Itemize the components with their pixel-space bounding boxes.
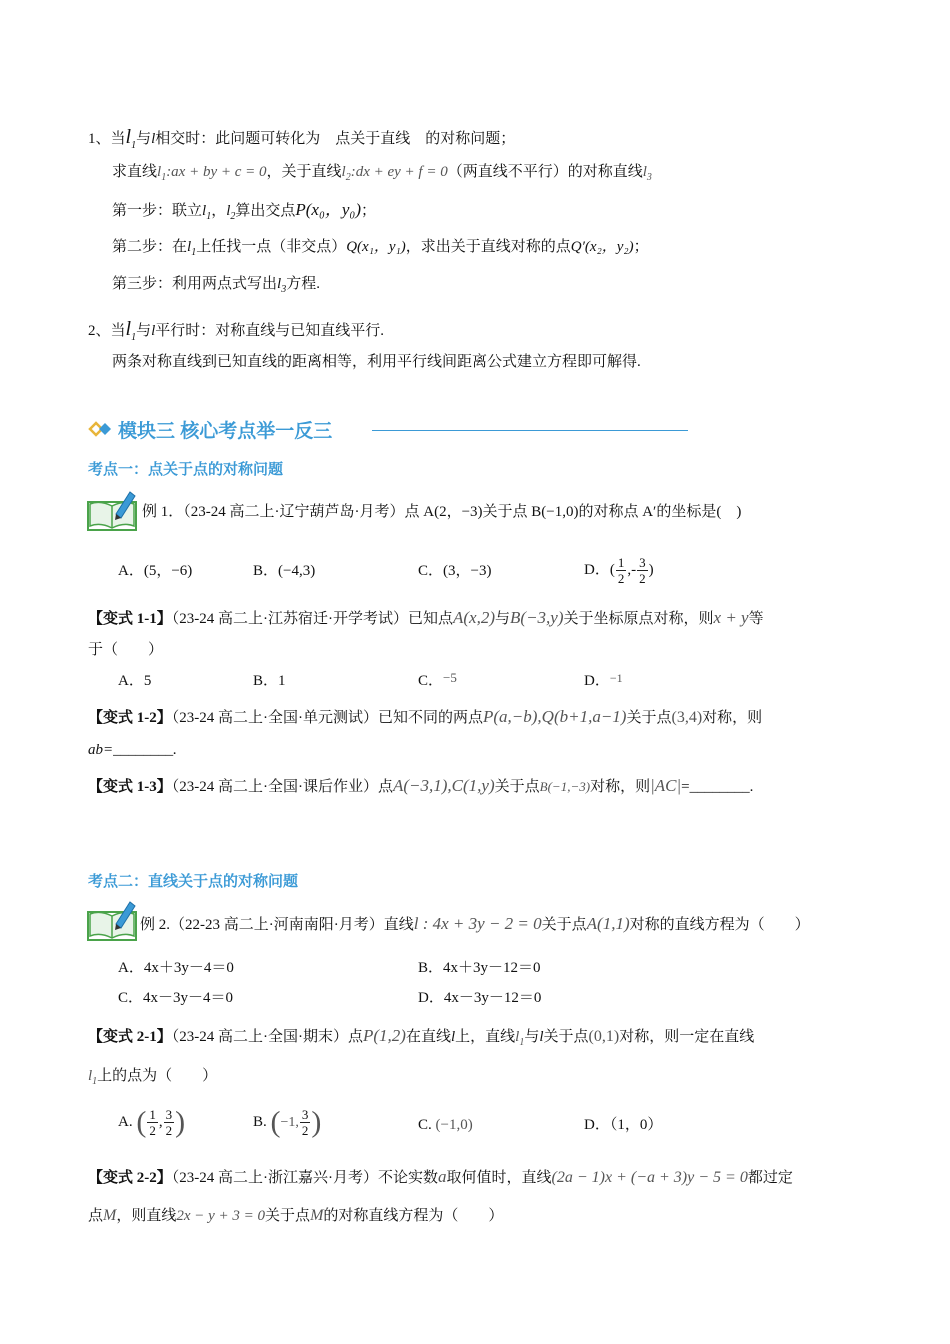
method-item-1: [88, 126, 515, 157]
variant-1-1: [88, 607, 764, 630]
text: ，求出关于直线对称的点: [405, 239, 571, 255]
variant-1-2-answer-blank[interactable]: ab=________.: [88, 742, 177, 758]
point-m: M: [103, 1207, 117, 1224]
l1-symbol: $l_1$: [125, 126, 137, 151]
point-q-prime: Q′(x₂，y₂): [570, 239, 634, 255]
diamond-arrow-icon: [88, 420, 114, 438]
variant-1-2: [88, 706, 762, 729]
book-pencil-icon: [86, 488, 138, 532]
text: 对称，则一定在直线: [619, 1029, 755, 1045]
text: 关于坐标原点对称，则: [563, 611, 714, 627]
l1-symbol: $l_1$: [125, 318, 137, 343]
point-q: Q(x₁，y₁): [346, 239, 406, 255]
variant-2-2-line2: [88, 1205, 503, 1227]
text: ，则直线: [116, 1208, 177, 1224]
text: 关于点: [494, 779, 540, 795]
method-step-3: [112, 273, 320, 301]
example-1-option-a[interactable]: A．(5，−6): [118, 563, 193, 579]
text: ，关于直线: [266, 164, 342, 180]
l-symbol: l: [151, 323, 156, 339]
text: （23-24 高二上·全国·期末）点: [171, 1029, 363, 1045]
points: P(a,−b),Q(b+1,a−1): [483, 707, 627, 726]
text: 第一步：联立: [112, 203, 203, 219]
fraction: $\frac{3}{2}$: [165, 1107, 173, 1139]
expression: x + y: [713, 608, 749, 627]
text: 在直线: [405, 1029, 451, 1045]
variant-1-1-option-b[interactable]: B．1: [253, 673, 286, 689]
text-and: 与: [136, 323, 152, 339]
example-1-option-b[interactable]: B．(−4,3): [253, 563, 316, 579]
line-equation: (2a − 1)x + (−a + 3)y − 5 = 0: [551, 1169, 748, 1186]
fraction: $\frac{1}{2}$: [149, 1107, 156, 1139]
l2-symbol: $l_2$: [226, 203, 236, 222]
variant-2-1-option-a[interactable]: A. ( $\frac{1}{2}$ , $\frac{3}{2}$ ): [118, 1105, 186, 1139]
variant-1-1-option-d[interactable]: D．$^{-1}$: [584, 671, 623, 689]
answer-blank[interactable]: =________.: [681, 779, 754, 795]
method-step-2: [112, 236, 649, 264]
point-b: B(−3,y): [510, 608, 564, 627]
variant-2-1: 【变式 2-1】（23-24 高二上·全国·期末）点P(1,2)在直线l上，直线$l_1$与l关于点(0,1)对称，则一定在直线: [88, 1026, 755, 1048]
option-label: D．: [584, 562, 610, 578]
text-and: 与: [136, 131, 152, 147]
variant-tag: 【变式 1-3】: [88, 779, 172, 795]
line-equation: l : 4x + 3y − 2 = 0: [413, 914, 542, 933]
item-number: 1、当: [88, 131, 126, 147]
section-title: 模块三 核心考点举一反三: [118, 421, 333, 442]
point-a: A(1,1): [586, 914, 630, 933]
example-1-option-d[interactable]: D．( $\frac{1}{2}$ ,- $\frac{3}{2}$ ): [584, 555, 654, 587]
variant-1-1-option-c[interactable]: C．−5: [418, 670, 457, 689]
book-pencil-icon: [86, 898, 138, 942]
text: 关于点: [265, 1208, 311, 1224]
variant-2-1-option-b[interactable]: B. (−1, $\frac{3}{2}$ ): [253, 1105, 322, 1139]
point-a: A(x,2): [453, 608, 496, 627]
text: （23-24 高二上·江苏宿迁·开学考试）已知点: [171, 611, 453, 627]
distance-expr: |AC|: [650, 776, 682, 795]
text: ；: [361, 203, 377, 219]
text: 对称，则: [590, 779, 651, 795]
text: 等: [748, 611, 764, 627]
example-2-question: [140, 913, 810, 936]
variant-2-1-option-d[interactable]: D．（1，0）: [584, 1117, 663, 1133]
section-divider: [372, 430, 688, 431]
option-label: A.: [118, 1114, 133, 1130]
text: 对称，则: [702, 710, 763, 726]
l1-equation: $l_1:ax$ + by + c = 0: [157, 164, 267, 183]
method-step-1: 第一步：联立$l_1$，$l_2$算出交点P(x₀，y₀)；: [112, 200, 377, 222]
example-1-question: 例 1．（23-24 高二上·辽宁葫芦岛·月考）点 A(2，−3)关于点 B(−1,0)的对称点 A′的坐标是( ): [142, 504, 742, 520]
text: 关于点: [541, 917, 587, 933]
example-2-option-c[interactable]: C．4x－3y－4＝0: [118, 990, 234, 1006]
variant-2-1-line2: $l_1$上的点为（ ）: [88, 1068, 218, 1087]
example-2-option-d[interactable]: D．4x－3y－12＝0: [418, 990, 542, 1006]
text: 上任找一点（非交点）: [196, 239, 347, 255]
text: 的对称直线方程为（ ）: [323, 1208, 504, 1224]
text: 第三步：利用两点式写出: [112, 276, 278, 292]
fraction: $\frac{3}{2}$: [301, 1107, 309, 1139]
item-number: 2、当: [88, 323, 126, 339]
text: 都过定: [747, 1170, 793, 1186]
method-item-2: [88, 318, 384, 349]
variant-tag: 【变式 2-1】: [88, 1029, 172, 1045]
point-p: P(x₀，y₀): [295, 200, 362, 219]
example-2-option-a[interactable]: A．4x＋3y－4＝0: [118, 960, 234, 976]
example-2-option-b[interactable]: B．4x＋3y－12＝0: [418, 960, 541, 976]
variant-2-2: [88, 1166, 793, 1189]
text: 与: [524, 1029, 540, 1045]
option-label: B.: [253, 1114, 267, 1130]
variant-1-1-option-a[interactable]: A．5: [118, 673, 152, 689]
l1-symbol: $l_1$: [202, 203, 212, 222]
text: （23-24 高二上·全国·单元测试）已知不同的两点: [171, 710, 483, 726]
text: 与: [495, 611, 511, 627]
topic-2-title: 考点二：直线关于点的对称问题: [88, 873, 299, 890]
topic-1-title: 考点一：点关于点的对称问题: [88, 461, 284, 478]
item-2-text: 平行时：对称直线与已知直线平行.: [155, 323, 385, 339]
l-symbol: l: [151, 131, 156, 147]
line-equation: 2x − y + 3 = 0: [176, 1208, 266, 1224]
variant-2-1-option-c[interactable]: [418, 1114, 473, 1136]
text: ；: [633, 239, 649, 255]
text: 例 2.（22-23 高二上·河南南阳·月考）直线: [140, 917, 414, 933]
l3-symbol: $l_3$: [642, 164, 652, 183]
variant-tag: 【变式 2-2】: [88, 1170, 172, 1186]
l2-equation: $l_2:dx$ + ey + f = 0: [341, 164, 448, 183]
text: 方程.: [286, 276, 320, 292]
point-p: P(1,2): [363, 1026, 406, 1045]
option-value: (−1,0): [435, 1117, 473, 1133]
points: A(−3,1),C(1,y): [393, 776, 495, 795]
text: （23-24 高二上·全国·课后作业）点: [171, 779, 393, 795]
fraction: $\frac{3}{2}$: [639, 555, 646, 587]
text: 对称的直线方程为（ ）: [629, 917, 810, 933]
point: (3,4): [671, 709, 703, 726]
l3-symbol: $l_3$: [277, 276, 287, 295]
variant-1-3: [88, 775, 753, 798]
text: （23-24 高二上·浙江嘉兴·月考）不论实数: [171, 1170, 438, 1186]
text: 求直线: [112, 164, 158, 180]
text: 取何值时，直线: [446, 1170, 552, 1186]
text: （两直线不平行）的对称直线: [447, 164, 643, 180]
text: 第二步：在: [112, 239, 188, 255]
variable-a: a: [438, 1167, 447, 1186]
variant-1-1-line2: 于（ ）: [88, 642, 164, 658]
text: 关于点: [543, 1029, 589, 1045]
option-label: C.: [418, 1117, 432, 1133]
fraction: $\frac{1}{2}$: [617, 555, 625, 587]
variant-tag: 【变式 1-2】: [88, 710, 172, 726]
l1-symbol: $l_1$: [187, 239, 197, 258]
variant-tag: 【变式 1-1】: [88, 611, 172, 627]
point-m: M: [310, 1207, 324, 1224]
example-1-option-c[interactable]: C．(3，−3): [418, 563, 492, 579]
point: B(−1,−3): [539, 779, 591, 794]
text: 点: [88, 1208, 104, 1224]
method-line-1: [112, 161, 652, 189]
text: 上，直线: [455, 1029, 516, 1045]
text: 关于点: [626, 710, 672, 726]
method-item-2-line: 两条对称直线到已知直线的距离相等，利用平行线间距离公式建立方程即可解得.: [112, 354, 641, 370]
point: (0,1): [588, 1028, 620, 1045]
text: 算出交点: [235, 203, 296, 219]
item-1-text: 相交时：此问题可转化为 点关于直线 的对称问题；: [155, 131, 516, 147]
